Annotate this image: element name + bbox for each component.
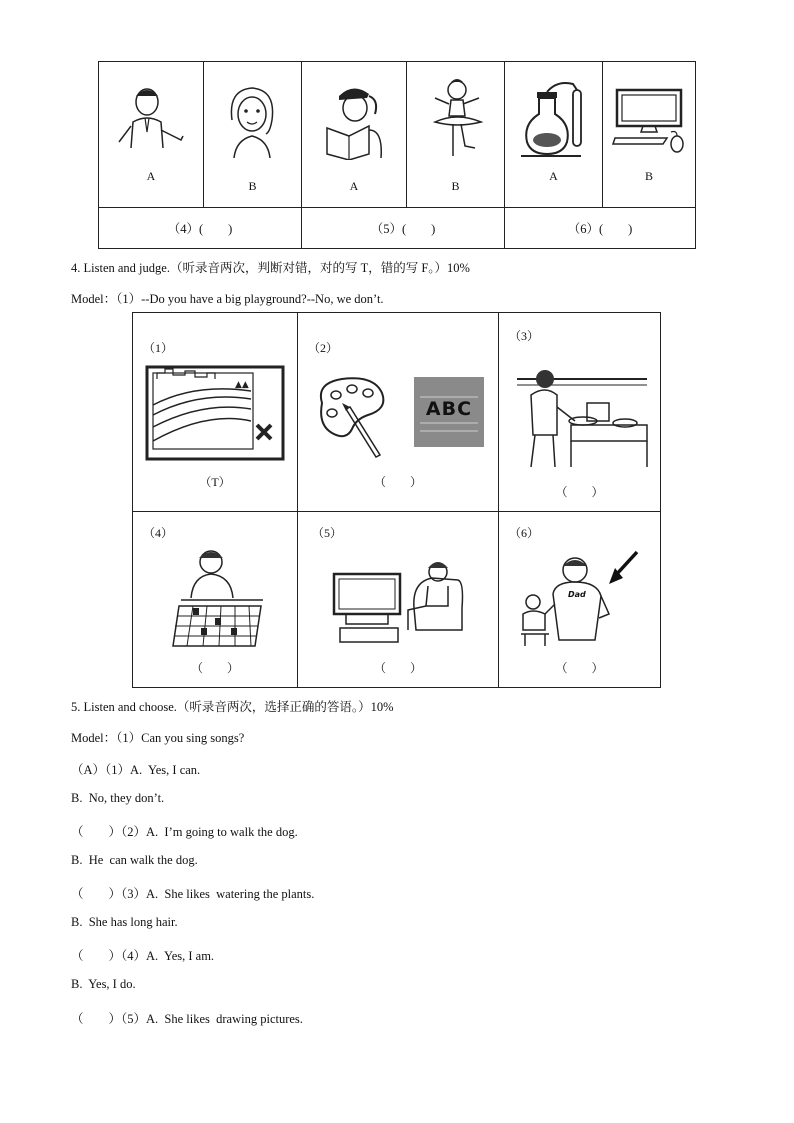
answer-blank-4[interactable]: （4）( ) xyxy=(99,208,302,249)
question-5-option-a[interactable]: （ ）（5）A. She likes drawing pictures. xyxy=(71,1012,303,1026)
judge-cell-5 xyxy=(298,512,499,688)
question-1-option-b[interactable]: B. No, they don’t. xyxy=(71,791,165,805)
question-1-option-a[interactable]: （A）（1）A. Yes, I can. xyxy=(71,763,201,777)
svg-text:▲▲: ▲▲ xyxy=(235,380,249,390)
choice-cell-4b xyxy=(204,62,302,208)
judge-cell-1 xyxy=(133,313,298,512)
judge-cell-6 xyxy=(499,512,661,688)
judge-cell-3 xyxy=(499,313,661,512)
judge-answer[interactable]: （ ） xyxy=(373,661,422,675)
man-talking-icon xyxy=(111,82,191,152)
section-5-model: Model：（1）Can you sing songs? xyxy=(71,731,245,745)
shirt-text: Dad xyxy=(568,590,586,599)
item-number: （5） xyxy=(312,526,343,540)
judge-answer[interactable]: （ ） xyxy=(190,661,239,675)
paint-palette-icon xyxy=(312,373,396,461)
item-number: （1） xyxy=(143,341,174,355)
cooking-woman-icon xyxy=(511,355,651,471)
picture-choice-table xyxy=(98,61,696,249)
ballerina-icon xyxy=(425,76,489,162)
judge-answer[interactable]: （ ） xyxy=(373,475,422,489)
playground-icon xyxy=(145,365,285,461)
choice-cell-5a xyxy=(302,62,407,208)
section-5-title: 5. Listen and choose.（听录音两次，选择正确的答语。）10% xyxy=(71,700,394,714)
item-number: （2） xyxy=(308,341,339,355)
answer-blank-6[interactable]: （6）( ) xyxy=(505,208,696,249)
judge-answer[interactable]: （ ） xyxy=(555,661,604,675)
girl-face-icon xyxy=(222,80,282,160)
judge-table xyxy=(132,312,661,688)
section-4-model: Model：（1）--Do you have a big playground?--No, we don’t. xyxy=(71,292,384,306)
item-number: （6） xyxy=(509,526,540,540)
choice-label: B xyxy=(451,179,460,193)
question-3-option-a[interactable]: （ ）（3）A. She likes watering the plants. xyxy=(71,887,315,901)
question-2-option-a[interactable]: （ ）（2）A. I’m going to walk the dog. xyxy=(71,825,298,839)
judge-answer[interactable]: （T） xyxy=(199,475,231,489)
choice-label: B xyxy=(248,179,257,193)
question-2-option-b[interactable]: B. He can walk the dog. xyxy=(71,853,198,867)
computer-icon xyxy=(611,88,691,158)
answer-blank-5[interactable]: （5）( ) xyxy=(302,208,505,249)
section-4-title: 4. Listen and judge.（听录音两次，判断对错，对的写 T，错的写 F。）10% xyxy=(71,261,470,275)
item-number: （3） xyxy=(509,329,540,343)
item-number: （4） xyxy=(143,526,174,540)
question-4-option-a[interactable]: （ ）（4）A. Yes, I am. xyxy=(71,949,215,963)
judge-answer[interactable]: （ ） xyxy=(555,485,604,499)
question-4-option-b[interactable]: B. Yes, I do. xyxy=(71,977,136,991)
abc-board-text: ABC xyxy=(425,398,473,420)
judge-cell-4 xyxy=(133,512,298,688)
choice-cell-5b xyxy=(407,62,505,208)
question-3-option-b[interactable]: B. She has long hair. xyxy=(71,915,178,929)
choice-label: A xyxy=(349,179,359,193)
choice-label: A xyxy=(549,169,558,183)
chess-player-icon xyxy=(171,546,271,650)
judge-cell-2 xyxy=(298,313,499,512)
lab-flask-icon xyxy=(517,80,593,160)
choice-label: B xyxy=(644,169,653,183)
choice-cell-6b xyxy=(603,62,696,208)
choice-cell-4a xyxy=(99,62,204,208)
girl-reading-icon xyxy=(319,80,389,160)
watching-tv-icon xyxy=(332,552,468,644)
choice-label: A xyxy=(146,169,156,183)
choice-cell-6a xyxy=(505,62,603,208)
